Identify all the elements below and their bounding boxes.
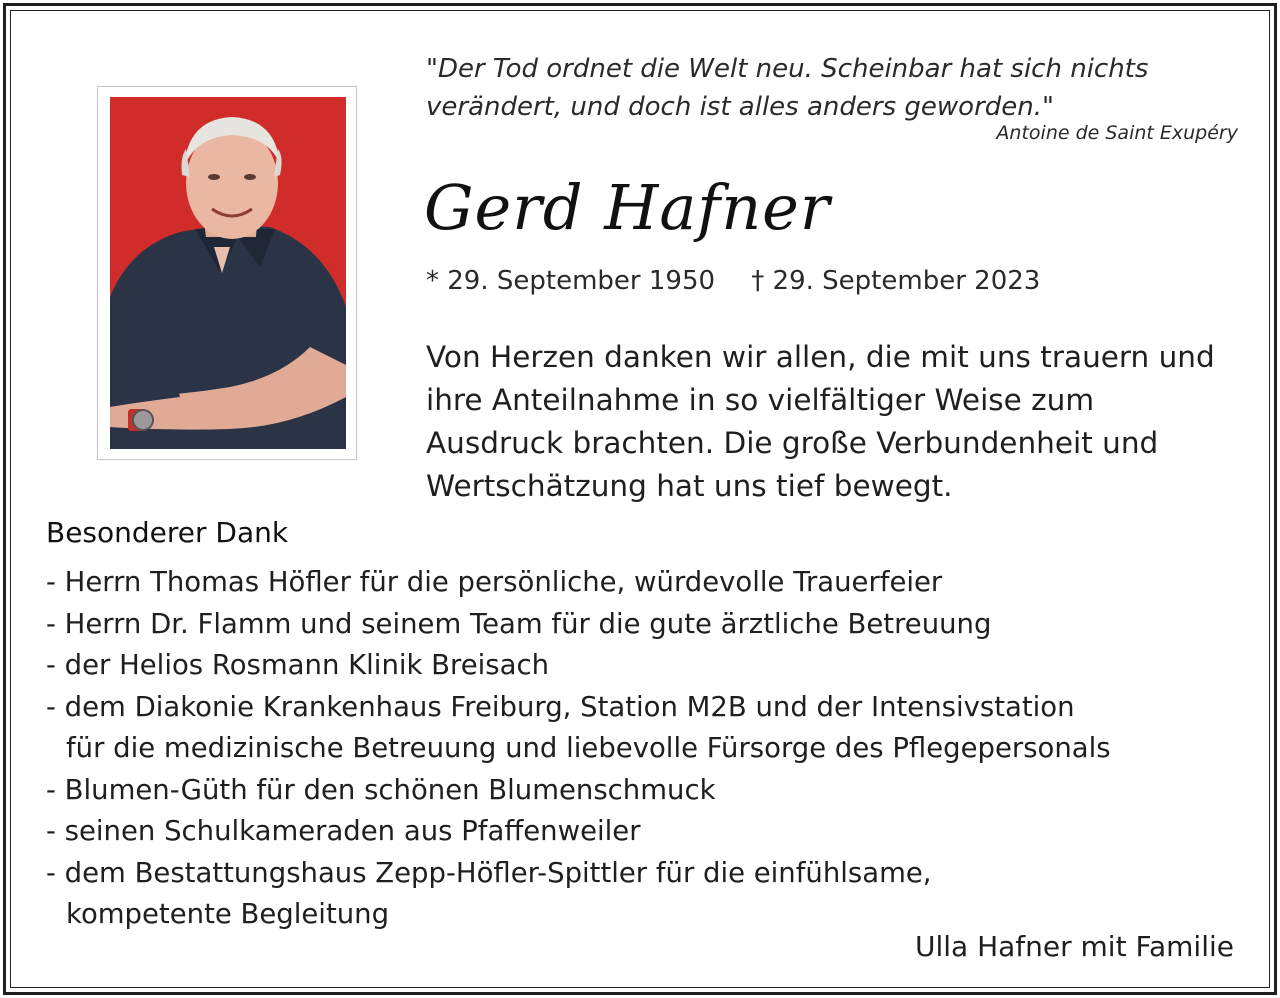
list-item: - Herrn Thomas Höfler für die persönliche, würdevolle Trauerfeier — [46, 566, 943, 598]
thanks-paragraph: Von Herzen danken wir allen, die mit uns trauern und ihre Anteilnahme in so vielfältiger Weise zum Ausdruck brachten. Die große Verbundenheit und Wertschätzung hat uns tief bewegt. — [426, 340, 1215, 503]
deceased-name: Gerd Hafner — [424, 171, 831, 244]
list-item: - seinen Schulkameraden aus Pfaffenweiler — [46, 815, 641, 847]
quote-text — [426, 50, 1226, 126]
life-dates — [426, 266, 1040, 296]
portrait-frame — [97, 86, 357, 460]
quote-line-1: "Der Tod ordnet die Welt neu. Scheinbar hat sich nichts — [426, 54, 1149, 84]
quote-author: Antoine de Saint Exupéry — [996, 122, 1238, 144]
list-item: - Herrn Dr. Flamm und seinem Team für die gute ärztliche Betreuung — [46, 607, 992, 640]
death-date: † 29. September 2023 — [751, 266, 1041, 296]
special-thanks-list — [46, 562, 1236, 936]
portrait-photo — [110, 97, 346, 449]
quote-line-2: verändert, und doch ist alles anders geworden." — [426, 92, 1054, 122]
list-item: - dem Diakonie Krankenhaus Freiburg, Station M2B und der Intensivstation für die medizinische Betreuung und liebevolle Fürsorge des Pflegepersonals — [46, 690, 1111, 764]
special-thanks-title: Besonderer Dank — [46, 516, 289, 549]
list-item: - Blumen-Güth für den schönen Blumenschmuck — [46, 773, 716, 806]
list-item: - dem Bestattungshaus Zepp-Höfler-Spittler für die einfühlsame, kompetente Begleitung — [46, 856, 932, 930]
portrait-illustration — [110, 97, 346, 449]
birth-date: * 29. September 1950 — [426, 266, 716, 296]
signature: Ulla Hafner mit Familie — [914, 930, 1234, 963]
list-item: - der Helios Rosmann Klinik Breisach — [46, 649, 550, 681]
